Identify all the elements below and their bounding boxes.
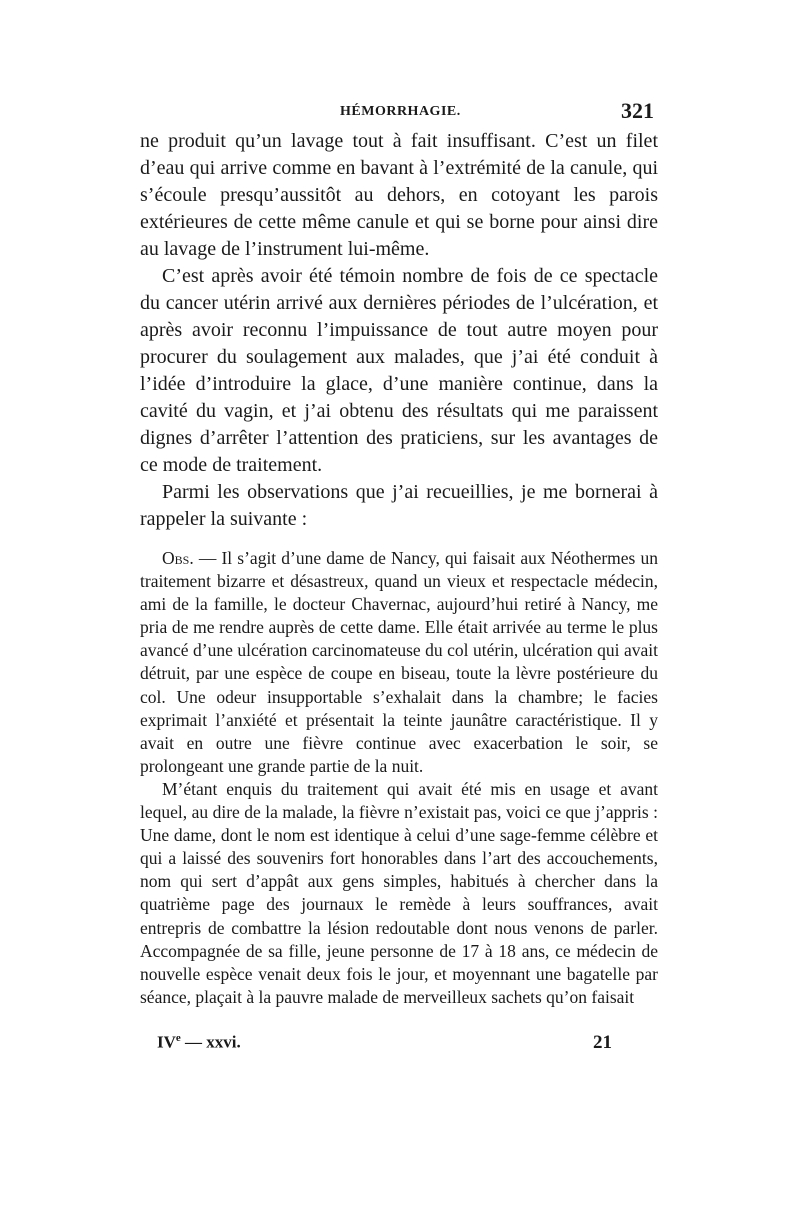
signature-mark	[157, 1032, 241, 1053]
observation-label: Obs.	[162, 548, 194, 568]
running-title: HÉMORRHAGIE.	[340, 104, 461, 119]
signature-superscript: e	[175, 1032, 181, 1044]
paragraph-glace: C’est après avoir été témoin nombre de fois de ce spectacle du cancer utérin arrivé aux dernières périodes de l’ulcération, et après avoir reconnu l’impuissance de tout autre moyen pour procurer du soulagement aux malades, que j’ai été conduit à l’idée d’introduire la glace, d’une manière continue, dans la cavité du vagin, et j’ai obtenu des résultats qui me paraissent dignes d’arrêter l’attention des praticiens, sur les avantages de ce mode de traitement.	[140, 265, 658, 476]
running-head	[140, 98, 658, 128]
signature-series: — xxvi.	[180, 1032, 241, 1052]
observation-text: — Il s’agit d’une dame de Nancy, qui faisait aux Néothermes un traitement bizarre et désastreux, quand un vieux et respectacle médecin, ami de la famille, le docteur Chavernac, aujourd’hui retiré à Nancy, me pria de me rendre auprès de cette dame. Elle était arrivée au terme le plus avancé d’une ulcération carcinomateuse du col utérin, ulcération qui avait détruit, par une espèce de coupe en biseau, toute la lèvre postérieure du col. Une odeur insupportable s’exhalait dans la chambre; le facies exprimait l’anxiété et présentait la teinte jaunâtre caractéristique. Il y avait en outre une fièvre continue avec exacerbation le soir, se prolongeant une grande partie de la nuit.	[140, 548, 658, 776]
body-text	[140, 128, 658, 1009]
signature-numeral: IV	[157, 1032, 176, 1052]
sheet-number: 21	[593, 1032, 612, 1053]
page-number: 321	[621, 98, 654, 123]
page-footer	[157, 1032, 612, 1060]
section-spacer	[140, 533, 658, 547]
observation-continuation: M’étant enquis du traitement qui avait été mis en usage et avant lequel, au dire de la malade, la fièvre n’existait pas, voici ce que j’appris : Une dame, dont le nom est identique à celui d’une sage-femme célèbre et qui a laissé des souvenirs fort honorables dans l’art des accouchements, nom qui sert d’appât aux gens simples, habitués à chercher dans la quatrième page des journaux le remède à leurs souffrances, avait entrepris de combattre la lésion redoutable dont nous venons de parler. Accompagnée de sa fille, jeune personne de 17 à 18 ans, ce médecin de nouvelle espèce venait deux fois le jour, et moyennant une bagatelle par séance, plaçait à la pauvre malade de merveilleux sachets qu’on faisait	[140, 778, 658, 1007]
paragraph-continuation: ne produit qu’un lavage tout à fait insuffisant. C’est un filet d’eau qui arrive comme en bavant à l’extrémité de la canule, qui s’écoule presqu’aussitôt au dehors, en cotoyant les parois extérieures de cette même canule et qui se borne pour ainsi dire au lavage de l’instrument lui-même.	[140, 130, 658, 260]
observation-paragraph	[140, 547, 658, 778]
paragraph-observations-intro: Parmi les observations que j’ai recueillies, je me bornerai à rappeler la suivante :	[140, 481, 658, 530]
